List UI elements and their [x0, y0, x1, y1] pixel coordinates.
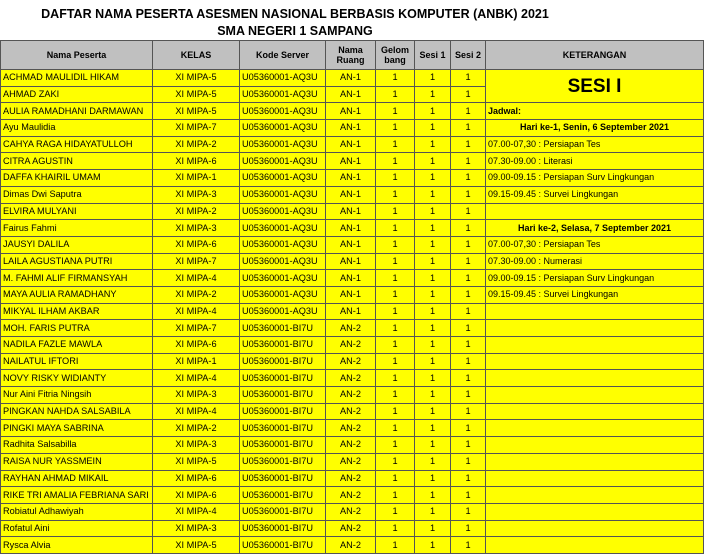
cell-ruang: AN-1 — [326, 70, 376, 87]
cell-kode: U05360001-AQ3U — [240, 120, 326, 137]
cell-kode: U05360001-BI7U — [240, 403, 326, 420]
cell-nama: Rysca Alvia — [1, 537, 153, 554]
cell-nama: AHMAD ZAKI — [1, 86, 153, 103]
cell-sesi2: 1 — [451, 503, 486, 520]
cell-sesi1: 1 — [415, 487, 451, 504]
table-row — [1, 420, 704, 437]
cell-sesi1: 1 — [415, 420, 451, 437]
cell-kelas: XI MIPA-1 — [153, 170, 240, 187]
cell-sesi1: 1 — [415, 470, 451, 487]
cell-kelas: XI MIPA-6 — [153, 236, 240, 253]
keterangan-empty-cell — [486, 420, 704, 437]
cell-gelombang: 1 — [376, 170, 415, 187]
cell-gelombang: 1 — [376, 186, 415, 203]
cell-sesi2: 1 — [451, 220, 486, 237]
cell-gelombang: 1 — [376, 453, 415, 470]
keterangan-empty-cell — [486, 353, 704, 370]
participants-table — [0, 40, 704, 554]
cell-nama: ELVIRA MULYANI — [1, 203, 153, 220]
cell-gelombang: 1 — [376, 437, 415, 454]
cell-kode: U05360001-AQ3U — [240, 286, 326, 303]
table-row — [1, 303, 704, 320]
keterangan-empty-cell — [486, 453, 704, 470]
table-row — [1, 186, 704, 203]
cell-ruang: AN-2 — [326, 520, 376, 537]
ruang-l2: Ruang — [336, 55, 365, 65]
cell-kelas: XI MIPA-5 — [153, 103, 240, 120]
ruang-l1: Nama — [338, 45, 363, 55]
school-name: SMA NEGERI 1 SAMPANG — [217, 24, 373, 38]
keterangan-empty-cell — [486, 403, 704, 420]
col-header-keterangan: KETERANGAN — [486, 41, 704, 70]
cell-kode: U05360001-BI7U — [240, 337, 326, 354]
cell-kelas: XI MIPA-7 — [153, 320, 240, 337]
cell-kode: U05360001-AQ3U — [240, 170, 326, 187]
cell-ruang: AN-1 — [326, 86, 376, 103]
cell-sesi1: 1 — [415, 153, 451, 170]
cell-kode: U05360001-BI7U — [240, 453, 326, 470]
cell-gelombang: 1 — [376, 136, 415, 153]
keterangan-cell: 09.15-09.45 : Survei Lingkungan — [486, 286, 704, 303]
cell-gelombang: 1 — [376, 320, 415, 337]
cell-kode: U05360001-BI7U — [240, 320, 326, 337]
cell-kode: U05360001-BI7U — [240, 537, 326, 554]
cell-nama: AULIA RAMADHANI DARMAWAN — [1, 103, 153, 120]
cell-sesi1: 1 — [415, 136, 451, 153]
cell-ruang: AN-1 — [326, 253, 376, 270]
table-row — [1, 353, 704, 370]
keterangan-cell: 09.00-09.15 : Persiapan Surv Lingkungan — [486, 170, 704, 187]
keterangan-empty-cell — [486, 337, 704, 354]
table-row — [1, 103, 704, 120]
table-row — [1, 403, 704, 420]
keterangan-empty-cell — [486, 537, 704, 554]
cell-gelombang: 1 — [376, 153, 415, 170]
cell-ruang: AN-1 — [326, 303, 376, 320]
keterangan-empty-cell — [486, 320, 704, 337]
keterangan-empty-cell — [486, 470, 704, 487]
cell-sesi1: 1 — [415, 403, 451, 420]
keterangan-cell: Jadwal: — [486, 103, 704, 120]
cell-sesi2: 1 — [451, 270, 486, 287]
cell-ruang: AN-1 — [326, 136, 376, 153]
table-row — [1, 270, 704, 287]
cell-kelas: XI MIPA-2 — [153, 203, 240, 220]
cell-sesi2: 1 — [451, 337, 486, 354]
cell-nama: M. FAHMI ALIF FIRMANSYAH — [1, 270, 153, 287]
cell-sesi2: 1 — [451, 86, 486, 103]
cell-kode: U05360001-BI7U — [240, 437, 326, 454]
cell-nama: NADILA FAZLE MAWLA — [1, 337, 153, 354]
cell-nama: NAILATUL IFTORI — [1, 353, 153, 370]
cell-sesi2: 1 — [451, 387, 486, 404]
cell-sesi2: 1 — [451, 437, 486, 454]
cell-gelombang: 1 — [376, 270, 415, 287]
cell-nama: DAFFA KHAIRIL UMAM — [1, 170, 153, 187]
cell-nama: MAYA AULIA RAMADHANY — [1, 286, 153, 303]
cell-sesi1: 1 — [415, 303, 451, 320]
cell-ruang: AN-1 — [326, 203, 376, 220]
table-row — [1, 153, 704, 170]
cell-ruang: AN-2 — [326, 353, 376, 370]
cell-kode: U05360001-BI7U — [240, 503, 326, 520]
cell-nama: LAILA AGUSTIANA PUTRI — [1, 253, 153, 270]
cell-nama: ACHMAD MAULIDIL HIKAM — [1, 70, 153, 87]
keterangan-cell: 07.30-09.00 : Literasi — [486, 153, 704, 170]
keterangan-empty-cell — [486, 520, 704, 537]
cell-sesi1: 1 — [415, 120, 451, 137]
cell-kode: U05360001-BI7U — [240, 487, 326, 504]
cell-kode: U05360001-AQ3U — [240, 136, 326, 153]
cell-sesi2: 1 — [451, 537, 486, 554]
cell-sesi2: 1 — [451, 520, 486, 537]
cell-sesi2: 1 — [451, 353, 486, 370]
cell-gelombang: 1 — [376, 420, 415, 437]
cell-kelas: XI MIPA-4 — [153, 503, 240, 520]
cell-sesi2: 1 — [451, 470, 486, 487]
cell-kelas: XI MIPA-4 — [153, 270, 240, 287]
cell-ruang: AN-1 — [326, 103, 376, 120]
cell-kelas: XI MIPA-6 — [153, 153, 240, 170]
cell-nama: Dimas Dwi Saputra — [1, 186, 153, 203]
table-row — [1, 136, 704, 153]
cell-sesi2: 1 — [451, 320, 486, 337]
cell-gelombang: 1 — [376, 286, 415, 303]
cell-kode: U05360001-AQ3U — [240, 70, 326, 87]
cell-sesi1: 1 — [415, 86, 451, 103]
cell-ruang: AN-1 — [326, 186, 376, 203]
cell-kelas: XI MIPA-6 — [153, 487, 240, 504]
table-row — [1, 337, 704, 354]
cell-nama: Robiatul Adhawiyah — [1, 503, 153, 520]
table-row — [1, 503, 704, 520]
cell-ruang: AN-2 — [326, 387, 376, 404]
cell-nama: Ayu Maulidia — [1, 120, 153, 137]
cell-sesi1: 1 — [415, 520, 451, 537]
cell-ruang: AN-2 — [326, 370, 376, 387]
cell-kelas: XI MIPA-7 — [153, 253, 240, 270]
cell-kode: U05360001-AQ3U — [240, 86, 326, 103]
cell-sesi1: 1 — [415, 186, 451, 203]
col-header-gelombang — [376, 41, 415, 70]
table-row — [1, 120, 704, 137]
cell-nama: MIKYAL ILHAM AKBAR — [1, 303, 153, 320]
cell-sesi1: 1 — [415, 337, 451, 354]
col-header-kode: Kode Server — [240, 41, 326, 70]
cell-sesi1: 1 — [415, 320, 451, 337]
cell-kelas: XI MIPA-7 — [153, 120, 240, 137]
table-row — [1, 453, 704, 470]
cell-kode: U05360001-BI7U — [240, 520, 326, 537]
cell-kelas: XI MIPA-3 — [153, 437, 240, 454]
table-row — [1, 220, 704, 237]
cell-gelombang: 1 — [376, 403, 415, 420]
cell-kelas: XI MIPA-3 — [153, 186, 240, 203]
cell-kelas: XI MIPA-5 — [153, 453, 240, 470]
cell-kelas: XI MIPA-2 — [153, 136, 240, 153]
table-row — [1, 170, 704, 187]
keterangan-cell: SESI I — [486, 70, 704, 103]
keterangan-empty-cell — [486, 437, 704, 454]
cell-ruang: AN-2 — [326, 487, 376, 504]
cell-kode: U05360001-AQ3U — [240, 220, 326, 237]
cell-ruang: AN-2 — [326, 503, 376, 520]
cell-ruang: AN-2 — [326, 437, 376, 454]
cell-sesi2: 1 — [451, 453, 486, 470]
keterangan-cell: 09.00-09.15 : Persiapan Surv Lingkungan — [486, 270, 704, 287]
cell-sesi1: 1 — [415, 286, 451, 303]
keterangan-cell: 09.15-09.45 : Survei Lingkungan — [486, 186, 704, 203]
document-title: DAFTAR NAMA PESERTA ASESMEN NASIONAL BERBASIS KOMPUTER (ANBK) 2021 — [41, 7, 549, 21]
cell-nama: Fairus Fahmi — [1, 220, 153, 237]
keterangan-empty-cell — [486, 503, 704, 520]
cell-kelas: XI MIPA-3 — [153, 220, 240, 237]
cell-nama: PINGKI MAYA SABRINA — [1, 420, 153, 437]
cell-ruang: AN-1 — [326, 120, 376, 137]
table-row — [1, 286, 704, 303]
cell-gelombang: 1 — [376, 120, 415, 137]
cell-kode: U05360001-AQ3U — [240, 303, 326, 320]
cell-nama: RIKE TRI AMALIA FEBRIANA SARI — [1, 487, 153, 504]
cell-sesi2: 1 — [451, 203, 486, 220]
cell-gelombang: 1 — [376, 470, 415, 487]
cell-ruang: AN-2 — [326, 453, 376, 470]
col-header-nama: Nama Peserta — [1, 41, 153, 70]
cell-gelombang: 1 — [376, 253, 415, 270]
table-row — [1, 253, 704, 270]
cell-ruang: AN-1 — [326, 286, 376, 303]
keterangan-cell: Hari ke-2, Selasa, 7 September 2021 — [486, 220, 704, 237]
table-row — [1, 203, 704, 220]
cell-gelombang: 1 — [376, 387, 415, 404]
col-header-ruang — [326, 41, 376, 70]
cell-gelombang: 1 — [376, 86, 415, 103]
cell-kode: U05360001-AQ3U — [240, 270, 326, 287]
cell-kode: U05360001-AQ3U — [240, 103, 326, 120]
table-row — [1, 236, 704, 253]
keterangan-empty-cell — [486, 487, 704, 504]
cell-sesi1: 1 — [415, 503, 451, 520]
cell-sesi1: 1 — [415, 236, 451, 253]
cell-kelas: XI MIPA-2 — [153, 420, 240, 437]
cell-nama: NOVY RISKY WIDIANTY — [1, 370, 153, 387]
table-row — [1, 537, 704, 554]
cell-sesi2: 1 — [451, 487, 486, 504]
cell-kelas: XI MIPA-3 — [153, 520, 240, 537]
cell-sesi1: 1 — [415, 387, 451, 404]
cell-sesi1: 1 — [415, 220, 451, 237]
gelom-l2: bang — [384, 55, 406, 65]
cell-gelombang: 1 — [376, 203, 415, 220]
cell-kode: U05360001-AQ3U — [240, 153, 326, 170]
cell-nama: JAUSYI DALILA — [1, 236, 153, 253]
cell-nama: RAISA NUR YASSMEIN — [1, 453, 153, 470]
cell-sesi2: 1 — [451, 420, 486, 437]
col-header-sesi2: Sesi 2 — [451, 41, 486, 70]
cell-ruang: AN-1 — [326, 220, 376, 237]
cell-ruang: AN-2 — [326, 403, 376, 420]
keterangan-empty-cell — [486, 303, 704, 320]
cell-gelombang: 1 — [376, 370, 415, 387]
cell-sesi1: 1 — [415, 353, 451, 370]
table-row — [1, 70, 704, 87]
cell-kelas: XI MIPA-4 — [153, 403, 240, 420]
cell-sesi2: 1 — [451, 153, 486, 170]
cell-ruang: AN-1 — [326, 236, 376, 253]
cell-sesi2: 1 — [451, 403, 486, 420]
table-row — [1, 370, 704, 387]
cell-kelas: XI MIPA-1 — [153, 353, 240, 370]
cell-gelombang: 1 — [376, 337, 415, 354]
cell-ruang: AN-2 — [326, 337, 376, 354]
cell-sesi1: 1 — [415, 70, 451, 87]
cell-sesi1: 1 — [415, 203, 451, 220]
cell-sesi2: 1 — [451, 170, 486, 187]
cell-gelombang: 1 — [376, 70, 415, 87]
cell-sesi2: 1 — [451, 286, 486, 303]
cell-sesi2: 1 — [451, 70, 486, 87]
cell-kelas: XI MIPA-4 — [153, 370, 240, 387]
cell-gelombang: 1 — [376, 220, 415, 237]
cell-sesi1: 1 — [415, 370, 451, 387]
cell-ruang: AN-2 — [326, 320, 376, 337]
cell-kelas: XI MIPA-5 — [153, 70, 240, 87]
cell-gelombang: 1 — [376, 353, 415, 370]
cell-kode: U05360001-AQ3U — [240, 203, 326, 220]
table-row — [1, 487, 704, 504]
header-row — [1, 41, 704, 70]
keterangan-cell: 07.00-07,30 : Persiapan Tes — [486, 236, 704, 253]
cell-kelas: XI MIPA-5 — [153, 86, 240, 103]
cell-kode: U05360001-BI7U — [240, 370, 326, 387]
cell-ruang: AN-2 — [326, 537, 376, 554]
cell-gelombang: 1 — [376, 303, 415, 320]
table-row — [1, 437, 704, 454]
cell-ruang: AN-1 — [326, 170, 376, 187]
cell-kelas: XI MIPA-4 — [153, 303, 240, 320]
cell-gelombang: 1 — [376, 503, 415, 520]
cell-ruang: AN-1 — [326, 270, 376, 287]
col-header-sesi1: Sesi 1 — [415, 41, 451, 70]
cell-sesi1: 1 — [415, 253, 451, 270]
cell-gelombang: 1 — [376, 487, 415, 504]
cell-nama: Radhita Salsabilla — [1, 437, 153, 454]
cell-gelombang: 1 — [376, 537, 415, 554]
keterangan-cell: 07.00-07,30 : Persiapan Tes — [486, 136, 704, 153]
cell-kelas: XI MIPA-2 — [153, 286, 240, 303]
cell-sesi2: 1 — [451, 186, 486, 203]
cell-nama: Nur Aini Fitria Ningsih — [1, 387, 153, 404]
cell-kode: U05360001-BI7U — [240, 387, 326, 404]
cell-sesi1: 1 — [415, 537, 451, 554]
keterangan-cell: 07.30-09.00 : Numerasi — [486, 253, 704, 270]
cell-gelombang: 1 — [376, 520, 415, 537]
cell-kelas: XI MIPA-5 — [153, 537, 240, 554]
cell-nama: RAYHAN AHMAD MIKAIL — [1, 470, 153, 487]
keterangan-cell: Hari ke-1, Senin, 6 September 2021 — [486, 120, 704, 137]
keterangan-empty-cell — [486, 203, 704, 220]
cell-kode: U05360001-BI7U — [240, 420, 326, 437]
table-row — [1, 470, 704, 487]
cell-sesi1: 1 — [415, 103, 451, 120]
cell-nama: CITRA AGUSTIN — [1, 153, 153, 170]
cell-sesi2: 1 — [451, 136, 486, 153]
cell-ruang: AN-2 — [326, 470, 376, 487]
col-header-kelas: KELAS — [153, 41, 240, 70]
cell-kode: U05360001-BI7U — [240, 353, 326, 370]
cell-kode: U05360001-BI7U — [240, 470, 326, 487]
cell-sesi2: 1 — [451, 370, 486, 387]
cell-kode: U05360001-AQ3U — [240, 186, 326, 203]
cell-kode: U05360001-AQ3U — [240, 253, 326, 270]
cell-gelombang: 1 — [376, 103, 415, 120]
table-row — [1, 387, 704, 404]
cell-kode: U05360001-AQ3U — [240, 236, 326, 253]
gelom-l1: Gelom — [380, 45, 409, 55]
cell-kelas: XI MIPA-3 — [153, 387, 240, 404]
cell-sesi2: 1 — [451, 236, 486, 253]
keterangan-empty-cell — [486, 370, 704, 387]
cell-sesi2: 1 — [451, 253, 486, 270]
table-row — [1, 520, 704, 537]
cell-sesi1: 1 — [415, 453, 451, 470]
cell-ruang: AN-2 — [326, 420, 376, 437]
cell-sesi2: 1 — [451, 120, 486, 137]
cell-nama: PINGKAN NAHDA SALSABILA — [1, 403, 153, 420]
cell-sesi2: 1 — [451, 103, 486, 120]
cell-sesi1: 1 — [415, 437, 451, 454]
cell-sesi1: 1 — [415, 270, 451, 287]
cell-nama: MOH. FARIS PUTRA — [1, 320, 153, 337]
cell-kelas: XI MIPA-6 — [153, 470, 240, 487]
cell-nama: CAHYA RAGA HIDAYATULLOH — [1, 136, 153, 153]
cell-gelombang: 1 — [376, 236, 415, 253]
cell-kelas: XI MIPA-6 — [153, 337, 240, 354]
cell-sesi2: 1 — [451, 303, 486, 320]
cell-ruang: AN-1 — [326, 153, 376, 170]
cell-sesi1: 1 — [415, 170, 451, 187]
cell-nama: Rofatul Aini — [1, 520, 153, 537]
table-row — [1, 320, 704, 337]
keterangan-empty-cell — [486, 387, 704, 404]
